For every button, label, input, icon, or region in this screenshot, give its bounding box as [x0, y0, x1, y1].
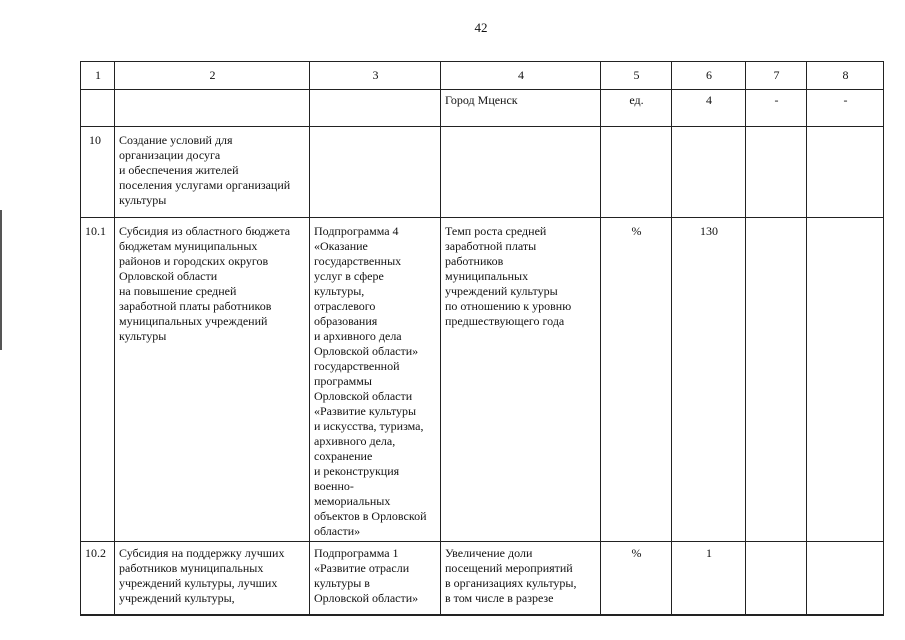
unit-cell: % [601, 542, 672, 616]
cell-text-line: образования [314, 314, 378, 328]
header-row [81, 62, 884, 90]
value-cell: - [807, 90, 884, 127]
program-cell [310, 90, 441, 127]
cell-text-line: заработной платы [445, 239, 537, 253]
cell-text-line: в организациях культуры, [445, 576, 577, 590]
cell-text-line: Город Мценск [445, 93, 518, 107]
activity-cell [115, 90, 310, 127]
cell-text-line: Субсидия на поддержку лучших [119, 546, 285, 560]
unit-cell: ед. [601, 90, 672, 127]
cell-text-line: объектов в Орловской [314, 509, 427, 523]
cell-text-line: культуры, [314, 284, 365, 298]
value-cell [807, 542, 884, 616]
unit-cell: % [601, 218, 672, 542]
column-header: 4 [441, 62, 601, 90]
cell-text-line: области» [314, 524, 361, 538]
cell-text-line: заработной платы работников [119, 299, 272, 313]
column-header: 8 [807, 62, 884, 90]
column-header: 2 [115, 62, 310, 90]
cell-text-line: программы [314, 374, 372, 388]
cell-text-line: Темп роста средней [445, 224, 547, 238]
column-header: 5 [601, 62, 672, 90]
cell-text-line: и искусства, туризма, [314, 419, 424, 433]
table-row [81, 218, 884, 542]
cell-text-line: работников муниципальных [119, 561, 264, 575]
value-cell: 4 [672, 90, 746, 127]
value-cell [746, 127, 807, 218]
indicator-cell [441, 90, 601, 127]
row-number-cell: 10.2 [81, 542, 115, 616]
program-cell [310, 218, 441, 542]
value-cell: 1 [672, 542, 746, 616]
page-edge-mark [0, 210, 2, 350]
cell-text-line: Подпрограмма 1 [314, 546, 399, 560]
row-number-cell [81, 90, 115, 127]
value-cell: 130 [672, 218, 746, 542]
cell-text-line: Орловской области [314, 389, 413, 403]
value-cell [746, 542, 807, 616]
cell-text-line: военно- [314, 479, 354, 493]
cell-text-line: муниципальных [445, 269, 529, 283]
cell-text-line: отраслевого [314, 299, 376, 313]
cell-text-line: Подпрограмма 4 [314, 224, 399, 238]
value-cell [807, 127, 884, 218]
cell-text-line: по отношению к уровню [445, 299, 572, 313]
page-number: 42 [474, 20, 488, 35]
column-header: 3 [310, 62, 441, 90]
cell-text-line: бюджетам муниципальных [119, 239, 258, 253]
indicator-table [80, 61, 884, 616]
indicator-cell [441, 127, 601, 218]
cell-text-line: и реконструкция [314, 464, 400, 478]
cell-text-line: учреждений культуры, [119, 591, 235, 605]
cell-text-line: посещений мероприятий [445, 561, 573, 575]
table-row [81, 542, 884, 616]
cell-text-line: работников [445, 254, 504, 268]
value-cell: - [746, 90, 807, 127]
cell-text-line: Орловской области» [314, 591, 419, 605]
row-number-cell: 10 [81, 127, 115, 218]
cell-text-line: предшествующего года [445, 314, 565, 328]
value-cell [672, 127, 746, 218]
program-cell [310, 542, 441, 616]
activity-cell [115, 127, 310, 218]
cell-text-line: поселения услугами организаций [119, 178, 291, 192]
column-header: 6 [672, 62, 746, 90]
cell-text-line: государственных [314, 254, 402, 268]
cell-text-line: учреждений культуры, лучших [119, 576, 278, 590]
column-header: 1 [81, 62, 115, 90]
cell-text-line: и обеспечения жителей [119, 163, 239, 177]
cell-text-line: архивного дела, [314, 434, 396, 448]
cell-text-line: культуры в [314, 576, 370, 590]
cell-text-line: «Развитие культуры [314, 404, 417, 418]
cell-text-line: Орловской области [119, 269, 218, 283]
cell-text-line: сохранение [314, 449, 373, 463]
indicator-cell [441, 542, 601, 616]
cell-text-line: мемориальных [314, 494, 391, 508]
cell-text-line: муниципальных учреждений [119, 314, 268, 328]
table-row [81, 90, 884, 127]
unit-cell [601, 127, 672, 218]
cell-text-line: учреждений культуры [445, 284, 558, 298]
program-cell [310, 127, 441, 218]
column-header: 7 [746, 62, 807, 90]
table-row [81, 127, 884, 218]
cell-text-line: Орловской области» [314, 344, 419, 358]
indicator-cell [441, 218, 601, 542]
activity-cell [115, 542, 310, 616]
cell-text-line: культуры [119, 193, 167, 207]
cell-text-line: Создание условий для [119, 133, 233, 147]
cell-text-line: организации досуга [119, 148, 221, 162]
value-cell [746, 218, 807, 542]
cell-text-line: Субсидия из областного бюджета [119, 224, 291, 238]
cell-text-line: «Развитие отрасли [314, 561, 410, 575]
cell-text-line: Увеличение доли [445, 546, 533, 560]
cell-text-line: услуг в сфере [314, 269, 384, 283]
row-number-cell: 10.1 [81, 218, 115, 542]
cell-text-line: в том числе в разрезе [445, 591, 554, 605]
activity-cell [115, 218, 310, 542]
cell-text-line: государственной [314, 359, 400, 373]
cell-text-line: культуры [119, 329, 167, 343]
cell-text-line: на повышение средней [119, 284, 237, 298]
cell-text-line: «Оказание [314, 239, 368, 253]
cell-text-line: районов и городских округов [119, 254, 269, 268]
cell-text-line: и архивного дела [314, 329, 402, 343]
value-cell [807, 218, 884, 542]
